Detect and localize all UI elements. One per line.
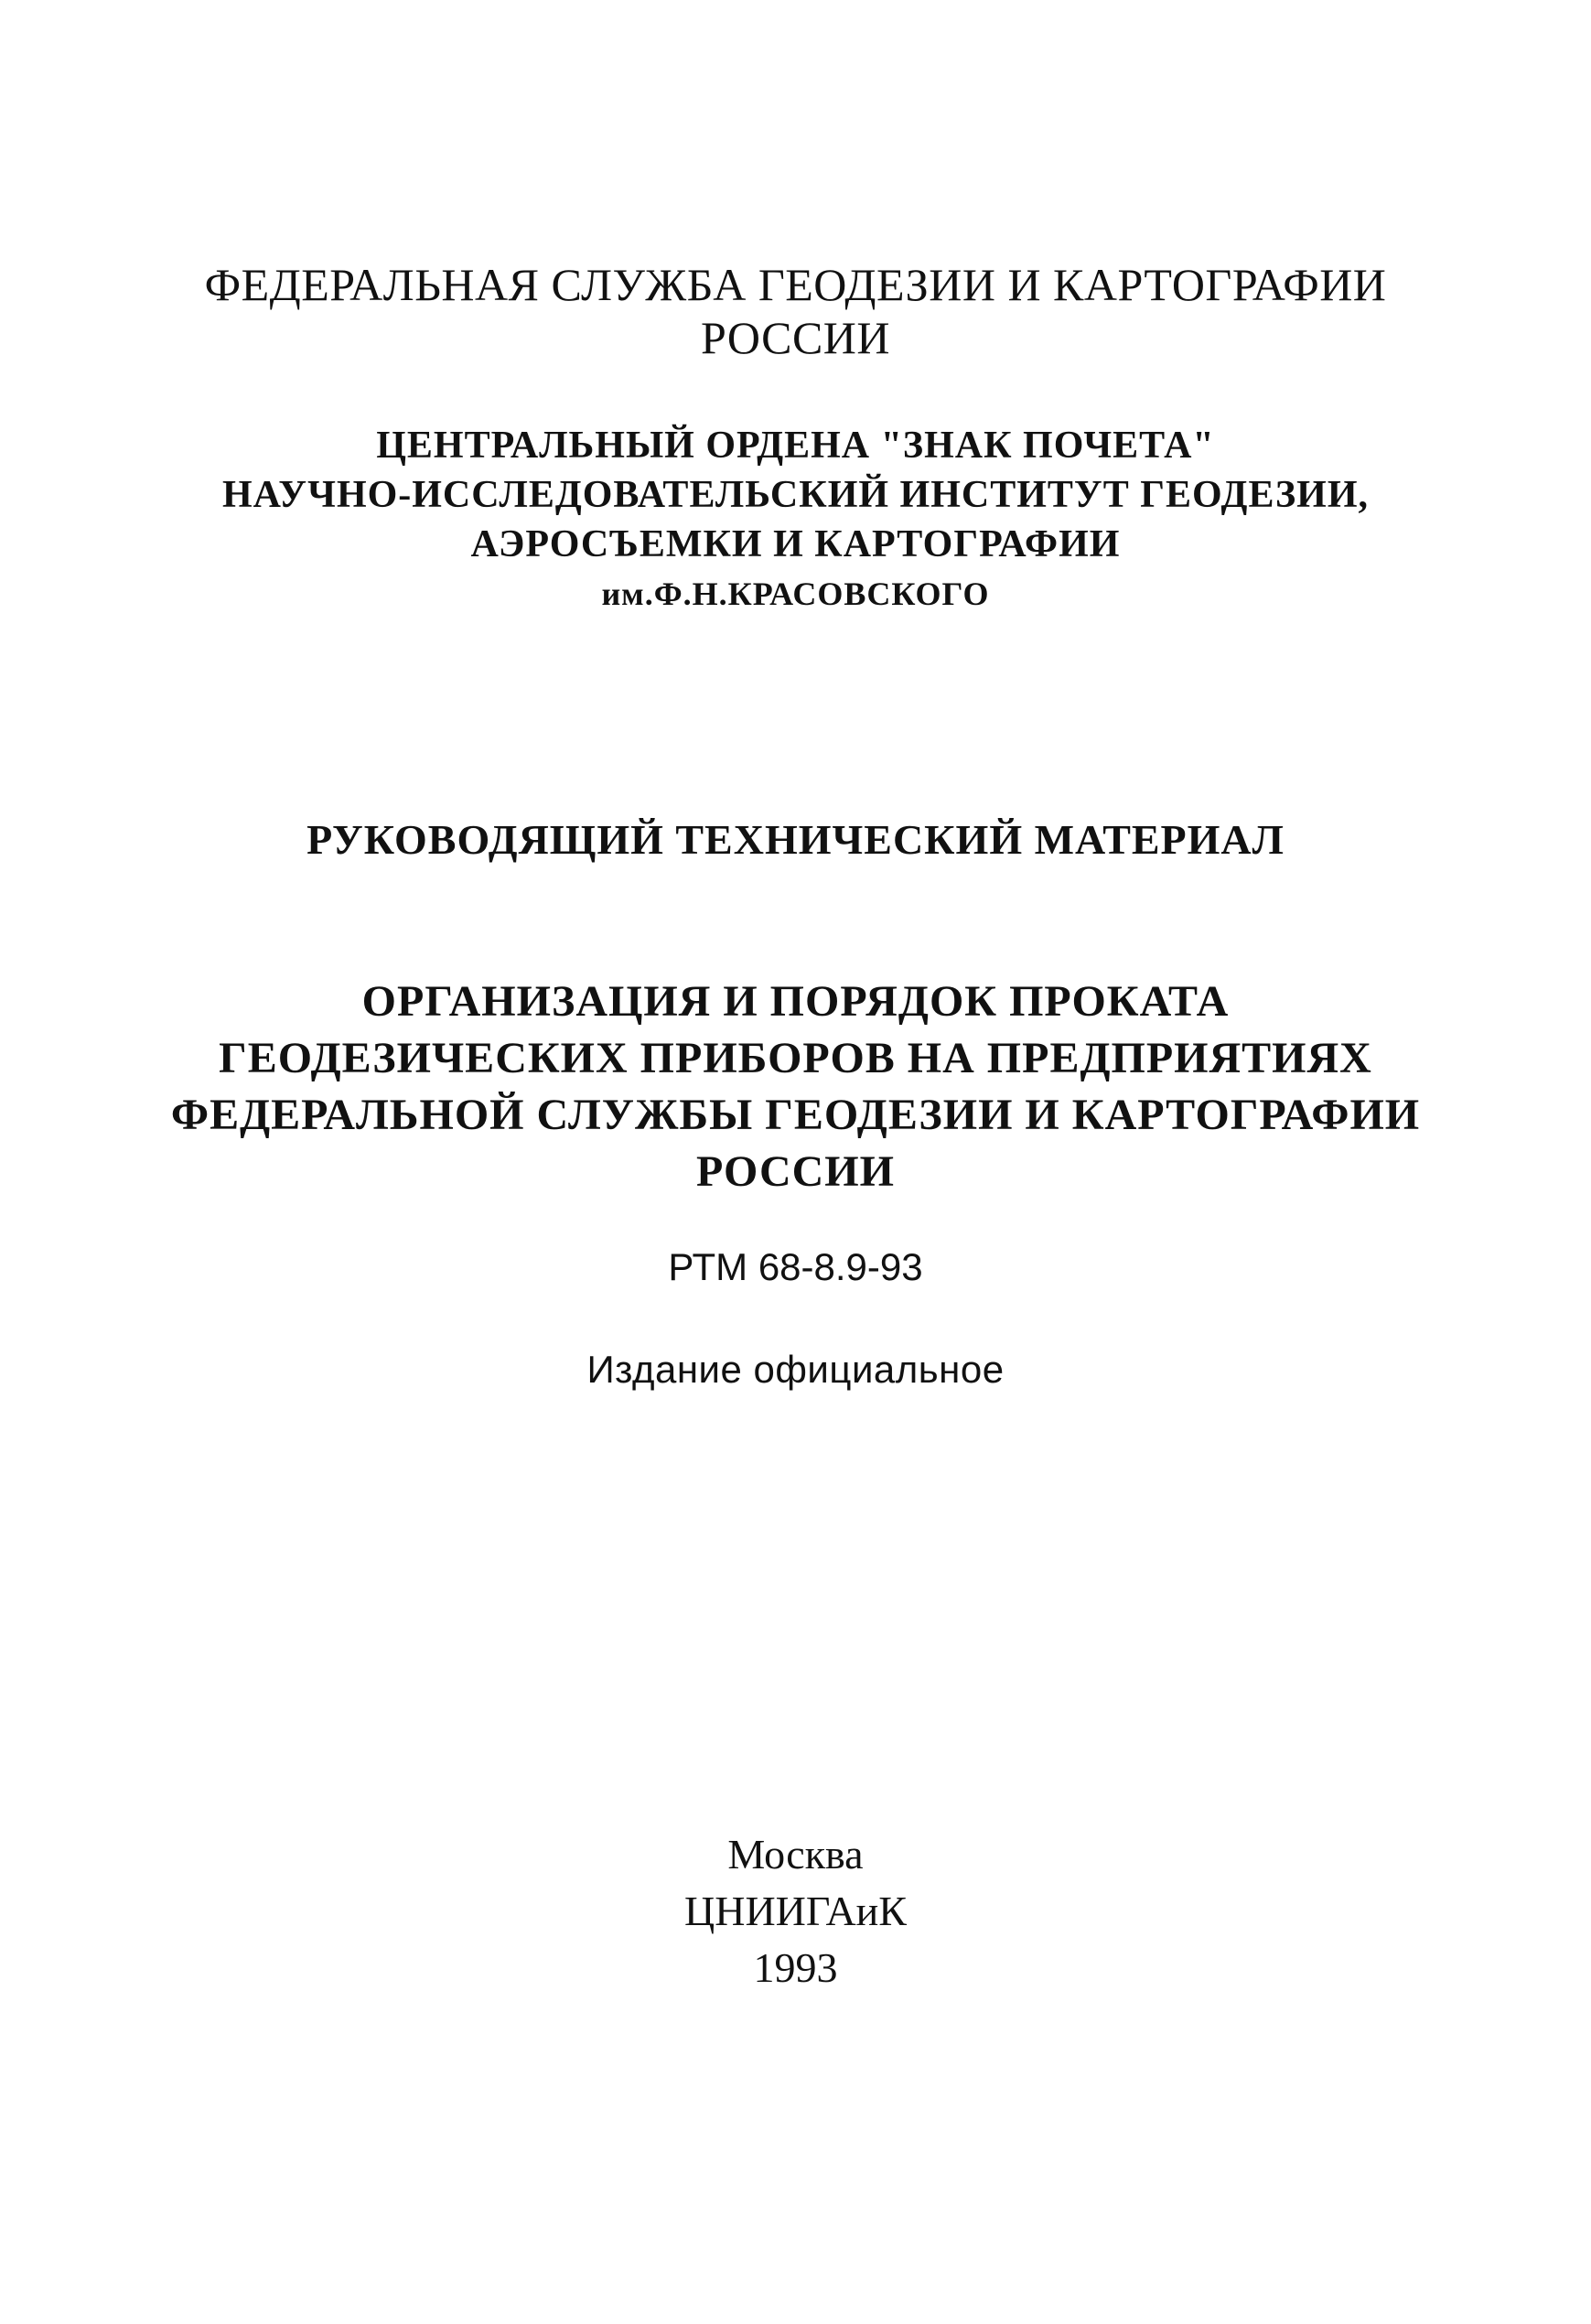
document-code (0, 1244, 1591, 1290)
institute-heading (0, 421, 1591, 619)
document-title-line-3: ФЕДЕРАЛЬНОЙ СЛУЖБЫ ГЕОДЕЗИИ И КАРТОГРАФИИ (170, 1091, 1421, 1139)
document-title-line-4: РОССИИ (696, 1147, 895, 1196)
federal-service-line-1: ФЕДЕРАЛЬНАЯ СЛУЖБА ГЕОДЕЗИИ И КАРТОГРАФИИ (204, 259, 1387, 310)
document-title-line-2: ГЕОДЕЗИЧЕСКИХ ПРИБОРОВ НА ПРЕДПРИЯТИЯХ (219, 1034, 1372, 1082)
federal-service-line-2: РОССИИ (700, 312, 891, 363)
edition-note (0, 1347, 1591, 1393)
document-title (0, 974, 1591, 1200)
imprint-year: 1993 (753, 1944, 838, 1991)
imprint-city: Москва (727, 1831, 864, 1877)
institute-line-1: ЦЕНТРАЛЬНЫЙ ОРДЕНА "ЗНАК ПОЧЕТА" (376, 425, 1215, 467)
document-type-text: РУКОВОДЯЩИЙ ТЕХНИЧЕСКИЙ МАТЕРИАЛ (306, 816, 1285, 863)
document-code-text: РТМ 68-8.9-93 (668, 1245, 923, 1288)
imprint (0, 1826, 1591, 1996)
institute-line-4: им.Ф.Н.КРАСОВСКОГО (601, 576, 990, 612)
federal-service-heading (0, 258, 1591, 364)
document-type (0, 814, 1591, 866)
institute-line-2: НАУЧНО-ИССЛЕДОВАТЕЛЬСКИЙ ИНСТИТУТ ГЕОДЕЗИИ, (221, 474, 1369, 516)
document-title-line-1: ОРГАНИЗАЦИЯ И ПОРЯДОК ПРОКАТА (361, 977, 1230, 1026)
imprint-publisher: ЦНИИГАиК (684, 1888, 907, 1934)
edition-note-text: Издание официальное (586, 1348, 1005, 1391)
institute-line-3: АЭРОСЪЕМКИ И КАРТОГРАФИИ (470, 523, 1121, 565)
